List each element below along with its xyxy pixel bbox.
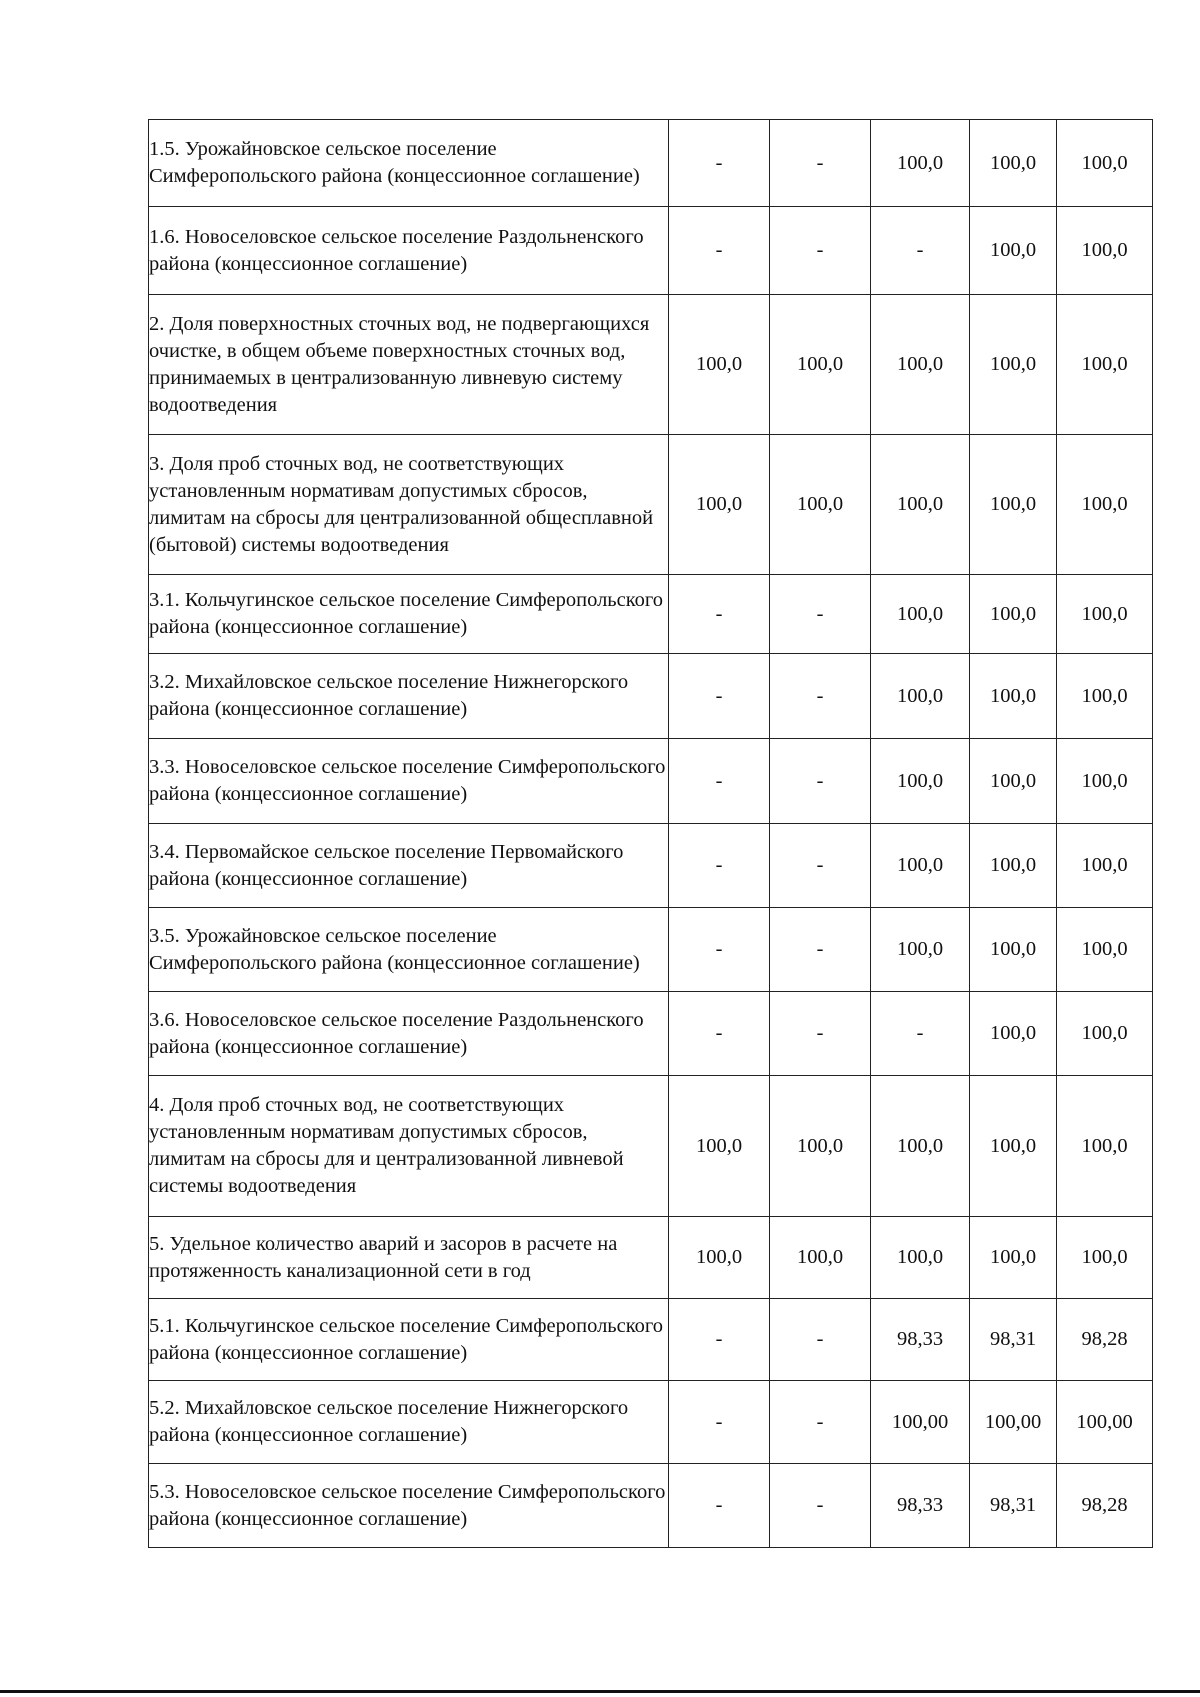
value-cell: 100,0 (669, 435, 770, 575)
value-cell: - (669, 739, 770, 824)
value-cell: - (871, 207, 970, 295)
value-cell: 100,0 (1057, 654, 1153, 739)
value-cell: - (871, 992, 970, 1076)
value-cell: - (770, 1464, 871, 1548)
table-row (149, 908, 1153, 992)
value-cell: 100,0 (871, 824, 970, 908)
value-cell: 100,0 (1057, 992, 1153, 1076)
row-label: 3.5. Урожайновское сельское поселение Симферопольского района (концессионное соглашение) (149, 908, 669, 992)
value-cell: 100,00 (1057, 1381, 1153, 1464)
value-cell: 98,28 (1057, 1299, 1153, 1381)
row-label: 4. Доля проб сточных вод, не соответствующих установленным нормативам допустимых сбросов, лимитам на сбросы для и централизованной ливневой системы водоотведения (149, 1076, 669, 1217)
value-cell: 100,0 (871, 1217, 970, 1299)
value-cell: 100,0 (871, 1076, 970, 1217)
table-row (149, 1299, 1153, 1381)
row-label: 1.6. Новоселовское сельское поселение Раздольненского района (концессионное соглашение) (149, 207, 669, 295)
row-label: 3.3. Новоселовское сельское поселение Симферопольского района (концессионное соглашение) (149, 739, 669, 824)
bottom-rule (0, 1690, 1200, 1693)
table-row (149, 1464, 1153, 1548)
value-cell: 100,00 (871, 1381, 970, 1464)
value-cell: 100,0 (1057, 207, 1153, 295)
value-cell: - (770, 207, 871, 295)
value-cell: 100,0 (970, 207, 1057, 295)
value-cell: - (770, 992, 871, 1076)
table-body (149, 120, 1153, 1548)
value-cell: 100,00 (970, 1381, 1057, 1464)
value-cell: 100,0 (871, 295, 970, 435)
value-cell: 98,31 (970, 1464, 1057, 1548)
table-row (149, 295, 1153, 435)
table-row (149, 824, 1153, 908)
value-cell: 100,0 (970, 739, 1057, 824)
value-cell: - (669, 824, 770, 908)
value-cell: - (669, 992, 770, 1076)
value-cell: 100,0 (770, 295, 871, 435)
value-cell: 100,0 (669, 1076, 770, 1217)
row-label: 3.1. Кольчугинское сельское поселение Симферопольского района (концессионное соглашение) (149, 575, 669, 654)
value-cell: - (770, 654, 871, 739)
table-row (149, 654, 1153, 739)
value-cell: 100,0 (871, 654, 970, 739)
row-label: 3.6. Новоселовское сельское поселение Раздольненского района (концессионное соглашение) (149, 992, 669, 1076)
table-row (149, 207, 1153, 295)
value-cell: 100,0 (970, 435, 1057, 575)
value-cell: 100,0 (970, 908, 1057, 992)
value-cell: - (669, 207, 770, 295)
value-cell: 100,0 (871, 575, 970, 654)
value-cell: 100,0 (970, 992, 1057, 1076)
value-cell: - (669, 1381, 770, 1464)
value-cell: 98,31 (970, 1299, 1057, 1381)
value-cell: 100,0 (871, 739, 970, 824)
value-cell: 100,0 (970, 1076, 1057, 1217)
value-cell: 98,33 (871, 1299, 970, 1381)
value-cell: 100,0 (1057, 575, 1153, 654)
value-cell: 100,0 (669, 1217, 770, 1299)
value-cell: 100,0 (1057, 739, 1153, 824)
value-cell: 100,0 (970, 1217, 1057, 1299)
value-cell: 100,0 (1057, 1076, 1153, 1217)
row-label: 5.3. Новоселовское сельское поселение Симферопольского района (концессионное соглашение) (149, 1464, 669, 1548)
value-cell: - (770, 575, 871, 654)
indicators-table (148, 119, 1153, 1548)
value-cell: 100,0 (1057, 295, 1153, 435)
value-cell: 100,0 (871, 435, 970, 575)
table-row (149, 435, 1153, 575)
value-cell: - (770, 1299, 871, 1381)
value-cell: 98,33 (871, 1464, 970, 1548)
value-cell: 100,0 (1057, 1217, 1153, 1299)
row-label: 3. Доля проб сточных вод, не соответствующих установленным нормативам допустимых сбросов, лимитам на сбросы для централизованной общесплавной (бытовой) системы водоотведения (149, 435, 669, 575)
value-cell: - (770, 1381, 871, 1464)
value-cell: 100,0 (871, 908, 970, 992)
value-cell: - (669, 1464, 770, 1548)
value-cell: - (770, 824, 871, 908)
table-row (149, 1217, 1153, 1299)
row-label: 1.5. Урожайновское сельское поселение Симферопольского района (концессионное соглашение) (149, 120, 669, 207)
table-row (149, 1076, 1153, 1217)
table-row (149, 1381, 1153, 1464)
value-cell: 100,0 (770, 1076, 871, 1217)
value-cell: 100,0 (970, 824, 1057, 908)
value-cell: - (770, 908, 871, 992)
value-cell: 100,0 (871, 120, 970, 207)
value-cell: - (669, 120, 770, 207)
value-cell: - (770, 739, 871, 824)
value-cell: - (669, 1299, 770, 1381)
row-label: 5.2. Михайловское сельское поселение Нижнегорского района (концессионное соглашение) (149, 1381, 669, 1464)
value-cell: 100,0 (770, 1217, 871, 1299)
value-cell: 100,0 (1057, 435, 1153, 575)
value-cell: 100,0 (1057, 908, 1153, 992)
value-cell: 100,0 (1057, 120, 1153, 207)
table-row (149, 739, 1153, 824)
row-label: 2. Доля поверхностных сточных вод, не подвергающихся очистке, в общем объеме поверхностных сточных вод, принимаемых в централизованную ливневую систему водоотведения (149, 295, 669, 435)
table-row (149, 120, 1153, 207)
value-cell: 100,0 (970, 120, 1057, 207)
value-cell: - (669, 654, 770, 739)
value-cell: 98,28 (1057, 1464, 1153, 1548)
row-label: 3.4. Первомайское сельское поселение Первомайского района (концессионное соглашение) (149, 824, 669, 908)
value-cell: 100,0 (770, 435, 871, 575)
value-cell: 100,0 (1057, 824, 1153, 908)
table-row (149, 992, 1153, 1076)
row-label: 5.1. Кольчугинское сельское поселение Симферопольского района (концессионное соглашение) (149, 1299, 669, 1381)
value-cell: - (669, 908, 770, 992)
value-cell: - (770, 120, 871, 207)
row-label: 5. Удельное количество аварий и засоров в расчете на протяженность канализационной сети в год (149, 1217, 669, 1299)
value-cell: - (669, 575, 770, 654)
value-cell: 100,0 (970, 575, 1057, 654)
table-row (149, 575, 1153, 654)
row-label: 3.2. Михайловское сельское поселение Нижнегорского района (концессионное соглашение) (149, 654, 669, 739)
value-cell: 100,0 (669, 295, 770, 435)
value-cell: 100,0 (970, 295, 1057, 435)
value-cell: 100,0 (970, 654, 1057, 739)
